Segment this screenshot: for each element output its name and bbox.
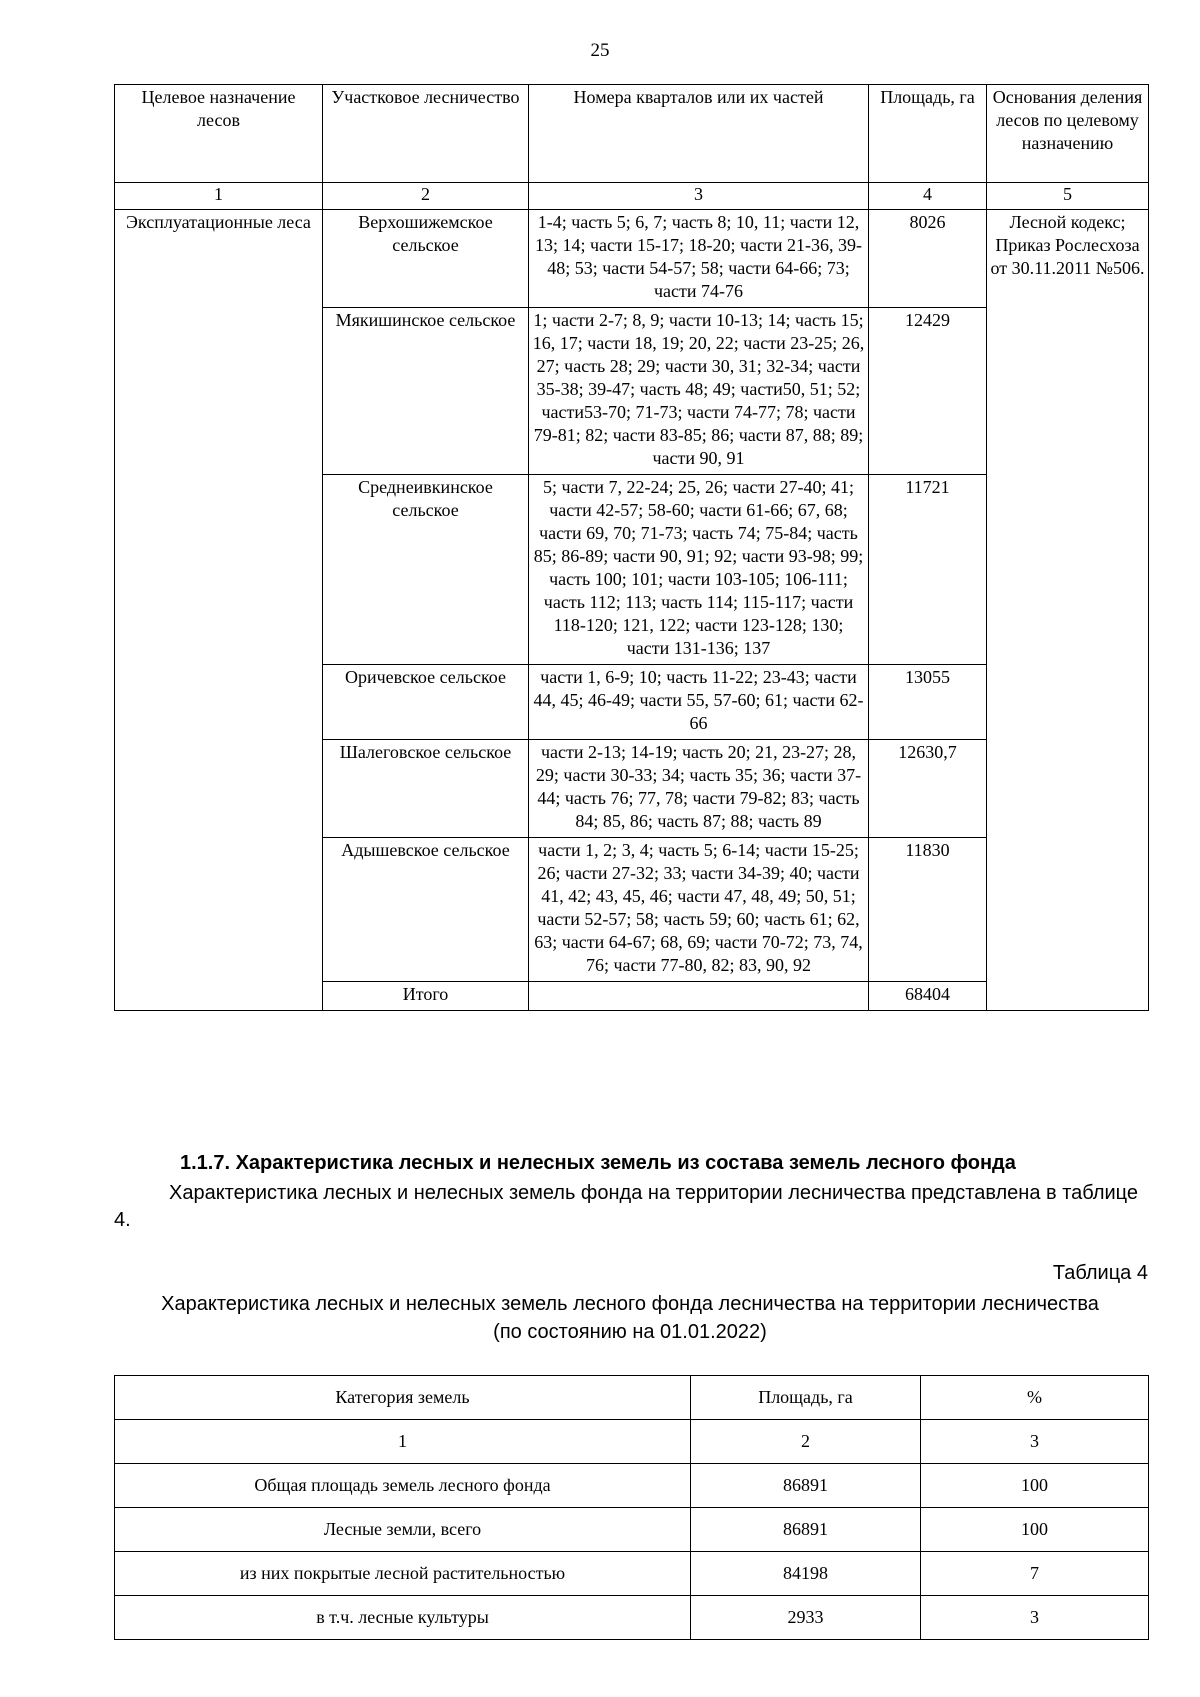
- forestry-cell: Оричевское сельское: [323, 665, 529, 740]
- page-number: 25: [590, 40, 610, 61]
- purpose-cell: Эксплуатационные леса: [115, 210, 323, 1011]
- category-cell: из них покрытые лесной растительностью: [115, 1552, 691, 1596]
- percent-cell: 3: [921, 1596, 1149, 1640]
- category-cell: Лесные земли, всего: [115, 1508, 691, 1552]
- header-area: Площадь, га: [869, 85, 987, 183]
- table-caption: [100, 1290, 1160, 1346]
- forestry-cell: Среднеивкинское сельское: [323, 475, 529, 665]
- column-number: 2: [691, 1420, 921, 1464]
- area-cell: 12429: [869, 308, 987, 475]
- area-cell: 2933: [691, 1596, 921, 1640]
- column-number: 4: [869, 183, 987, 210]
- forest-purpose-table: [114, 84, 1149, 1011]
- quarters-cell: части 1, 6-9; 10; часть 11-22; 23-43; части 44, 45; 46-49; части 55, 57-60; 61; части 62-66: [529, 665, 869, 740]
- column-number: 3: [529, 183, 869, 210]
- forestry-cell: Мякишинское сельское: [323, 308, 529, 475]
- quarters-cell: 5; части 7, 22-24; 25, 26; части 27-40; 41; части 42-57; 58-60; части 61-66; 67, 68; части 69, 70; 71-73; часть 74; 75-84; часть 85; 86-89; части 90, 91; 92; части 93-98; 99; часть 100; 101; части 103-105; 106-111; часть 112; 113; часть 114; 115-117; части 118-120; 121, 122; части 123-128; 130; части 131-136; 137: [529, 475, 869, 665]
- table-row: [115, 1552, 1149, 1596]
- header-purpose: Целевое назначение лесов: [115, 85, 323, 183]
- forestry-cell: Шалеговское сельское: [323, 740, 529, 838]
- column-number: 5: [987, 183, 1149, 210]
- column-number: 1: [115, 183, 323, 210]
- table-header-row: [115, 1376, 1149, 1420]
- percent-cell: 7: [921, 1552, 1149, 1596]
- table-label: Таблица 4: [1052, 1262, 1148, 1284]
- column-number-row: [115, 1420, 1149, 1464]
- header-forestry: Участковое лесничество: [323, 85, 529, 183]
- section-paragraph: Характеристика лесных и нелесных земель фонда на территории лесничества представлена в таблице 4.: [114, 1182, 1139, 1231]
- table-row: [115, 210, 1149, 308]
- forestry-cell: Адышевское сельское: [323, 838, 529, 982]
- header-basis: Основания деления лесов по целевому назначению: [987, 85, 1149, 183]
- percent-cell: 100: [921, 1464, 1149, 1508]
- table-row: [115, 1464, 1149, 1508]
- land-category-table: [114, 1375, 1149, 1640]
- area-cell: 11721: [869, 475, 987, 665]
- area-cell: 8026: [869, 210, 987, 308]
- basis-cell: Лесной кодекс; Приказ Рослесхоза от 30.11.2011 №506.: [987, 210, 1149, 1011]
- area-cell: 12630,7: [869, 740, 987, 838]
- header-area: Площадь, га: [691, 1376, 921, 1420]
- quarters-cell: части 2-13; 14-19; часть 20; 21, 23-27; 28, 29; части 30-33; 34; часть 35; 36; части 37-44; часть 76; 77, 78; части 79-82; 83; часть 84; 85, 86; часть 87; 88; часть 89: [529, 740, 869, 838]
- header-quarters: Номера кварталов или их частей: [529, 85, 869, 183]
- table-caption-line: Характеристика лесных и нелесных земель лесного фонда лесничества на территории лесничества: [161, 1293, 1099, 1315]
- quarters-cell: части 1, 2; 3, 4; часть 5; 6-14; части 15-25; 26; части 27-32; 33; части 34-39; 40; части 41, 42; 43, 45, 46; части 47, 48, 49; 50, 51; части 52-57; 58; часть 59; 60; часть 61; 62, 63; части 64-67; 68, 69; части 70-72; 73, 74, 76; части 77-80, 82; 83, 90, 92: [529, 838, 869, 982]
- total-area: 68404: [869, 982, 987, 1011]
- header-percent: %: [921, 1376, 1149, 1420]
- column-number: 2: [323, 183, 529, 210]
- header-category: Категория земель: [115, 1376, 691, 1420]
- total-label: Итого: [323, 982, 529, 1011]
- quarters-cell: 1-4; часть 5; 6, 7; часть 8; 10, 11; части 12, 13; 14; части 15-17; 18-20; части 21-36, 39-48; 53; части 54-57; 58; части 64-66; 73; части 74-76: [529, 210, 869, 308]
- total-quarters-empty: [529, 982, 869, 1011]
- column-number: 3: [921, 1420, 1149, 1464]
- table-caption-date: (по состоянию на 01.01.2022): [493, 1321, 767, 1343]
- area-cell: 11830: [869, 838, 987, 982]
- category-cell: Общая площадь земель лесного фонда: [115, 1464, 691, 1508]
- area-cell: 86891: [691, 1508, 921, 1552]
- table-row: [115, 1508, 1149, 1552]
- category-cell: в т.ч. лесные культуры: [115, 1596, 691, 1640]
- forestry-cell: Верхошижемское сельское: [323, 210, 529, 308]
- area-cell: 13055: [869, 665, 987, 740]
- area-cell: 86891: [691, 1464, 921, 1508]
- section-heading: 1.1.7. Характеристика лесных и нелесных земель из состава земель лесного фонда: [180, 1152, 1016, 1174]
- column-number-row: [115, 183, 1149, 210]
- area-cell: 84198: [691, 1552, 921, 1596]
- table-header-row: [115, 85, 1149, 183]
- column-number: 1: [115, 1420, 691, 1464]
- percent-cell: 100: [921, 1508, 1149, 1552]
- quarters-cell: 1; части 2-7; 8, 9; части 10-13; 14; часть 15; 16, 17; части 18, 19; 20, 22; части 23-25; 26, 27; часть 28; 29; части 30, 31; 32-34; части 35-38; 39-47; часть 48; 49; части50, 51; 52; части53-70; 71-73; части 74-77; 78; части 79-81; 82; части 83-85; 86; части 87, 88; 89; части 90, 91: [529, 308, 869, 475]
- table-row: [115, 1596, 1149, 1640]
